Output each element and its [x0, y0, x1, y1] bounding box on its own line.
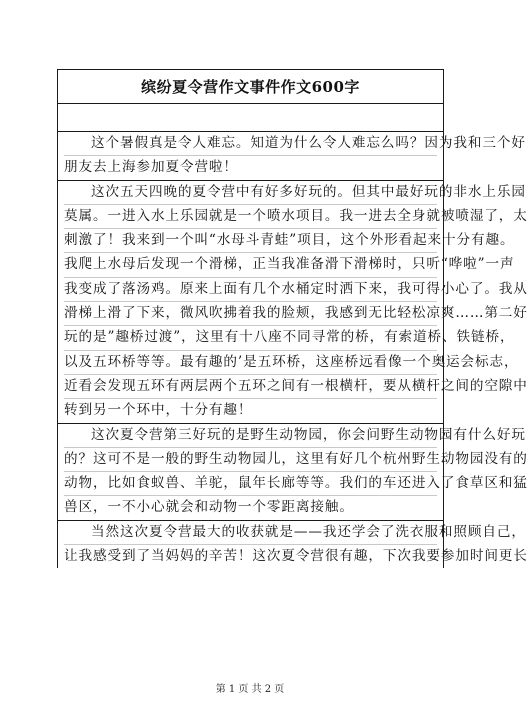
text-line: 这次夏令营第三好玩的是野生动物园，你会问野生动物园有什么好玩: [64, 424, 437, 448]
text-line: 兽区，一不小心就会和动物一个零距离接触。: [64, 499, 354, 516]
text-line: 我变成了落汤鸡。原来上面有几个水桶定时洒下来，我可得小心了。我从: [64, 278, 437, 302]
paragraph: [58, 423, 528, 520]
text-line: 的？这可不是一般的野生动物园儿，这里有好几个杭州野生动物园没有的: [64, 448, 437, 472]
text-line: 玩的是”趣桥过渡”，这里有十八座不同寻常的桥，有索道桥、铁链桥，: [64, 326, 437, 350]
text-line: 我爬上水母后发现一个滑梯，正当我准备滑下滑梯时，只听“哗啦”一声: [64, 253, 437, 277]
text-line: 当然这次夏令营最大的收获就是——我还学会了洗衣服和照顾自己，: [64, 521, 437, 545]
paragraph: [58, 520, 528, 569]
text-line: 动物，比如食蚁兽、羊驼，鼠年长廊等等。我们的车还进入了食草区和猛: [64, 472, 437, 496]
page-footer: 第 1 页 共 2 页: [215, 684, 285, 695]
text-line: 近看会发现五环有两层两个五环之间有一根横杆，要从横杆之间的空隙中: [64, 375, 437, 399]
text-line: 朋友去上海参加夏令营啦！: [64, 159, 238, 176]
text-line: 以及五环桥等等。最有趣的’是五环桥，这座桥远看像一个奥运会标志，: [64, 351, 437, 375]
text-line: 莫属。一进入水上乐园就是一个喷水项目。我一进去全身就被喷湿了，太: [64, 205, 437, 229]
text-line: 这个暑假真是令人难忘。知道为什么令人难忘么吗？因为我和三个好: [64, 132, 437, 156]
text-line: 这次五天四晚的夏令营中有好多好玩的。但其中最好玩的非水上乐园: [64, 181, 437, 205]
essay-sheet: [57, 69, 528, 568]
text-line: 让我感受到了当妈妈的辛苦！这次夏令营很有趣，下次我要参加时间更长: [64, 548, 528, 565]
text-line: 滑梯上滑了下来，微风吹拂着我的脸颊，我感到无比轻松凉爽……第二好: [64, 302, 437, 326]
essay-title: 缤纷夏令营作文事件作文600字: [58, 70, 443, 104]
text-line: 转到另一个环中，十分有趣！: [64, 402, 253, 419]
text-line: 刺激了！我来到一个叫“水母斗青蛙”项目，这个外形看起来十分有趣。: [64, 229, 437, 253]
blank-row: [58, 104, 443, 132]
paragraph: [58, 180, 528, 423]
essay-body: [58, 132, 528, 568]
paragraph: [58, 132, 526, 180]
